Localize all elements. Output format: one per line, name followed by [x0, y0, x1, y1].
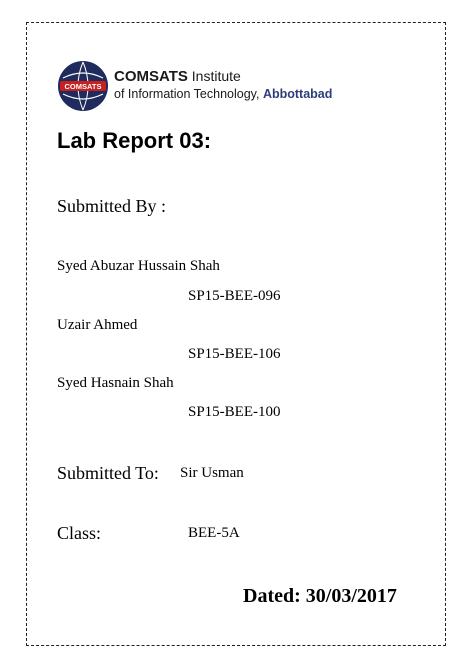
submitted-by-label: Submitted By : — [57, 196, 167, 216]
student-name: Uzair Ahmed — [57, 317, 138, 333]
logo-text: COMSATS — [64, 82, 102, 91]
institution-place: Abbottabad — [262, 87, 333, 101]
comsats-logo — [57, 60, 109, 112]
institution-name — [114, 68, 241, 85]
institution-name-bold: COMSATS — [114, 68, 188, 85]
submitted-to-value: Sir Usman — [180, 465, 244, 481]
institution-name-rest: Institute — [187, 68, 241, 84]
student-name: Syed Hasnain Shah — [57, 375, 174, 391]
student-reg: SP15-BEE-106 — [188, 346, 281, 362]
institution-subtitle-prefix: of Information Technology, — [114, 87, 263, 101]
report-title: Lab Report 03: — [57, 128, 212, 153]
submitted-to-label: Submitted To: — [57, 463, 159, 483]
student-reg: SP15-BEE-096 — [188, 288, 281, 304]
student-reg: SP15-BEE-100 — [188, 404, 281, 420]
class-label: Class: — [57, 523, 102, 543]
institution-subtitle — [114, 87, 332, 101]
date-line: Dated: 30/03/2017 — [243, 585, 397, 607]
page-border — [26, 22, 446, 646]
class-value: BEE-5A — [188, 525, 240, 541]
student-name: Syed Abuzar Hussain Shah — [57, 258, 220, 274]
